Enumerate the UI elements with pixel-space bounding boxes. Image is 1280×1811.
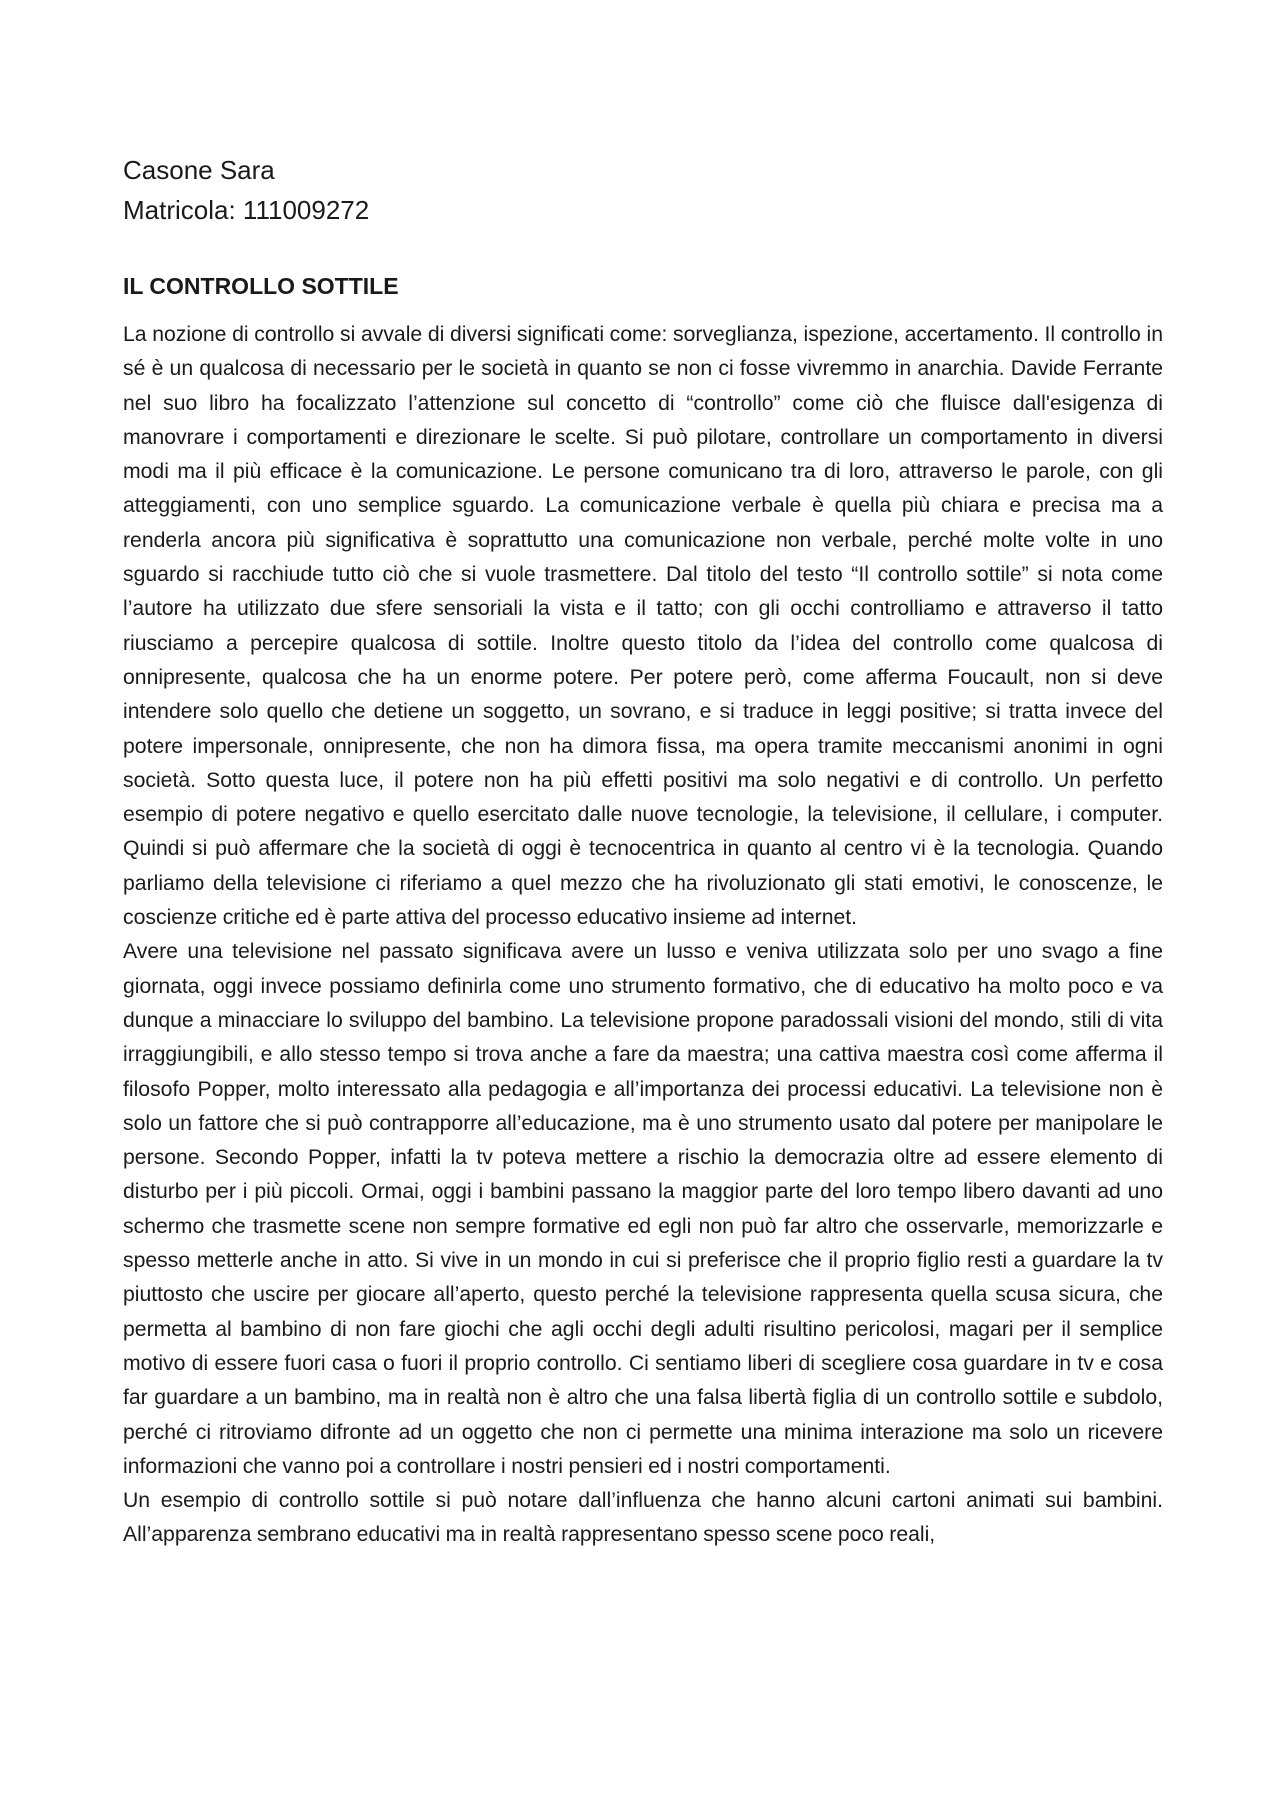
student-id: Matricola: 111009272: [123, 195, 370, 225]
paragraph-1: La nozione di controllo si avvale di diversi significati come: sorveglianza, ispezione, accertamento. Il controllo in sé è un qualcosa di necessario per le società in quanto se non ci fosse vivremmo in anarchia. Davide Ferrante nel suo libro ha focalizzato l’attenzione sul concetto di “controllo” come ciò che fluisce dall'esigenza di manovrare i comportamenti e direzionare le scelte. Si può pilotare, controllare un comportamento in diversi modi ma il più efficace è la comunicazione. Le persone comunicano tra di loro, attraverso le parole, con gli atteggiamenti, con uno semplice sguardo. La comunicazione verbale è quella più chiara e precisa ma a renderla ancora più significativa è soprattutto una comunicazione non verbale, perché molte volte in uno sguardo si racchiude tutto ciò che si vuole trasmettere. Dal titolo del testo “Il controllo sottile” si nota come l’autore ha utilizzato due sfere sensoriali la vista e il tatto; con gli occhi controlliamo e attraverso il tatto riusciamo a percepire qualcosa di sottile. Inoltre questo titolo da l’idea del controllo come qualcosa di onnipresente, qualcosa che ha un enorme potere. Per potere però, come afferma Foucault, non si deve intendere solo quello che detiene un soggetto, un sovrano, e si traduce in leggi positive; si tratta invece del potere impersonale, onnipresente, che non ha dimora fissa, ma opera tramite meccanismi anonimi in ogni società. Sotto questa luce, il potere non ha più effetti positivi ma solo negativi e di controllo. Un perfetto esempio di potere negativo e quello esercitato dalle nuove tecnologie, la televisione, il cellulare, i computer. Quindi si può affermare che la società di oggi è tecnocentrica in quanto al centro vi è la tecnologia. Quando parliamo della televisione ci riferiamo a quel mezzo che ha rivoluzionato gli stati emotivi, le conoscenze, le coscienze critiche ed è parte attiva del processo educativo insieme ad internet.: [123, 323, 1163, 930]
paragraph-2: Avere una televisione nel passato significava avere un lusso e veniva utilizzata solo per uno svago a fine giornata, oggi invece possiamo definirla come uno strumento formativo, che di educativo ha molto poco e va dunque a minacciare lo sviluppo del bambino. La televisione propone paradossali visioni del mondo, stili di vita irraggiungibili, e allo stesso tempo si trova anche a fare da maestra; una cattiva maestra così come afferma il filosofo Popper, molto interessato alla pedagogia e all’importanza dei processi educativi. La televisione non è solo un fattore che si può contrapporre all’educazione, ma è uno strumento usato dal potere per manipolare le persone. Secondo Popper, infatti la tv poteva mettere a rischio la democrazia oltre ad essere elemento di disturbo per i più piccoli. Ormai, oggi i bambini passano la maggior parte del loro tempo libero davanti ad uno schermo che trasmette scene non sempre formative ed egli non può far altro che osservarle, memorizzarle e spesso metterle anche in atto. Si vive in un mondo in cui si preferisce che il proprio figlio resti a guardare la tv piuttosto che uscire per giocare all’aperto, questo perché la televisione rappresenta quella scusa sicura, che permetta al bambino di non fare giochi che agli occhi degli adulti risultino pericolosi, magari per il semplice motivo di essere fuori casa o fuori il proprio controllo. Ci sentiamo liberi di scegliere cosa guardare in tv e cosa far guardare a un bambino, ma in realtà non è altro che una falsa libertà figlia di un controllo sottile e subdolo, perché ci ritroviamo difronte ad un oggetto che non ci permette una minima interazione ma solo un ricevere informazioni che vanno poi a controllare i nostri pensieri ed i nostri comportamenti.: [123, 940, 1163, 1478]
author-name: Casone Sara: [123, 155, 275, 185]
document-title: IL CONTROLLO SOTTILE: [123, 273, 399, 299]
document-page: [123, 150, 1163, 1553]
paragraph-3: Un esempio di controllo sottile si può notare dall’influenza che hanno alcuni cartoni animati sui bambini. All’apparenza sembrano educativi ma in realtà rappresentano spesso scene poco reali,: [123, 1489, 1163, 1547]
